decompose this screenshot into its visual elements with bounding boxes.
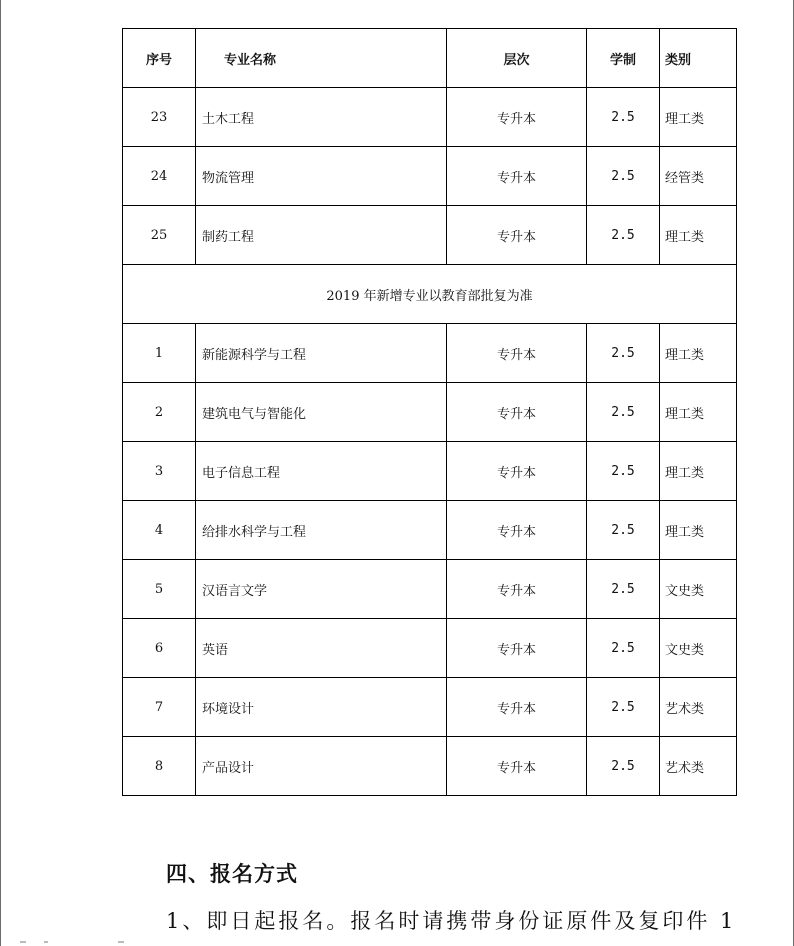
header-no: 序号 bbox=[123, 29, 196, 88]
cell-name: 制药工程 bbox=[196, 206, 447, 265]
cell-no: 3 bbox=[123, 442, 196, 501]
cell-category: 理工类 bbox=[660, 442, 737, 501]
page-left-border bbox=[0, 0, 1, 946]
section-heading: 四、报名方式 bbox=[166, 862, 298, 886]
cell-name: 电子信息工程 bbox=[196, 442, 447, 501]
cell-level: 专升本 bbox=[447, 442, 587, 501]
cell-level: 专升本 bbox=[447, 619, 587, 678]
cell-level: 专升本 bbox=[447, 737, 587, 796]
header-category: 类别 bbox=[660, 29, 737, 88]
table-row bbox=[123, 147, 737, 206]
header-name: 专业名称 bbox=[196, 29, 447, 88]
cell-category: 文史类 bbox=[660, 619, 737, 678]
cell-category: 理工类 bbox=[660, 383, 737, 442]
cell-category: 文史类 bbox=[660, 560, 737, 619]
cell-no: 4 bbox=[123, 501, 196, 560]
header-level: 层次 bbox=[447, 29, 587, 88]
table-row bbox=[123, 383, 737, 442]
cell-level: 专升本 bbox=[447, 147, 587, 206]
table-row bbox=[123, 206, 737, 265]
cell-no: 23 bbox=[123, 88, 196, 147]
table-row bbox=[123, 88, 737, 147]
cell-years: 2.5 bbox=[587, 501, 660, 560]
cell-category: 理工类 bbox=[660, 324, 737, 383]
cell-no: 1 bbox=[123, 324, 196, 383]
table-row bbox=[123, 678, 737, 737]
cell-level: 专升本 bbox=[447, 206, 587, 265]
cell-level: 专升本 bbox=[447, 501, 587, 560]
cell-years: 2.5 bbox=[587, 206, 660, 265]
cell-name: 新能源科学与工程 bbox=[196, 324, 447, 383]
new-majors-note: 2019 年新增专业以教育部批复为准 bbox=[123, 265, 737, 324]
cell-years: 2.5 bbox=[587, 737, 660, 796]
cell-level: 专升本 bbox=[447, 383, 587, 442]
table-row bbox=[123, 501, 737, 560]
cell-years: 2.5 bbox=[587, 619, 660, 678]
cell-category: 经管类 bbox=[660, 147, 737, 206]
cell-category: 理工类 bbox=[660, 501, 737, 560]
cell-no: 6 bbox=[123, 619, 196, 678]
cell-no: 5 bbox=[123, 560, 196, 619]
cell-years: 2.5 bbox=[587, 88, 660, 147]
header-years: 学制 bbox=[587, 29, 660, 88]
cell-years: 2.5 bbox=[587, 147, 660, 206]
cell-name: 物流管理 bbox=[196, 147, 447, 206]
cell-name: 汉语言文学 bbox=[196, 560, 447, 619]
cell-name: 给排水科学与工程 bbox=[196, 501, 447, 560]
cell-category: 理工类 bbox=[660, 206, 737, 265]
cell-no: 2 bbox=[123, 383, 196, 442]
table-row bbox=[123, 560, 737, 619]
cell-level: 专升本 bbox=[447, 678, 587, 737]
cell-name: 土木工程 bbox=[196, 88, 447, 147]
cell-category: 理工类 bbox=[660, 88, 737, 147]
table-header-row bbox=[123, 29, 737, 88]
cell-level: 专升本 bbox=[447, 88, 587, 147]
cell-name: 环境设计 bbox=[196, 678, 447, 737]
cell-years: 2.5 bbox=[587, 383, 660, 442]
cell-level: 专升本 bbox=[447, 560, 587, 619]
cell-no: 24 bbox=[123, 147, 196, 206]
cell-years: 2.5 bbox=[587, 678, 660, 737]
majors-table bbox=[122, 28, 737, 796]
cell-name: 英语 bbox=[196, 619, 447, 678]
cell-years: 2.5 bbox=[587, 324, 660, 383]
cell-category: 艺术类 bbox=[660, 737, 737, 796]
cell-name: 建筑电气与智能化 bbox=[196, 383, 447, 442]
cell-no: 7 bbox=[123, 678, 196, 737]
cell-no: 8 bbox=[123, 737, 196, 796]
table-row bbox=[123, 442, 737, 501]
cell-no: 25 bbox=[123, 206, 196, 265]
cell-years: 2.5 bbox=[587, 442, 660, 501]
cell-years: 2.5 bbox=[587, 560, 660, 619]
table-row bbox=[123, 324, 737, 383]
table-row bbox=[123, 619, 737, 678]
cell-name: 产品设计 bbox=[196, 737, 447, 796]
table-row bbox=[123, 737, 737, 796]
cell-category: 艺术类 bbox=[660, 678, 737, 737]
section-body-line: 1、即日起报名。报名时请携带身份证原件及复印件 1 bbox=[166, 909, 737, 933]
table-note-row bbox=[123, 265, 737, 324]
cell-level: 专升本 bbox=[447, 324, 587, 383]
bottom-edge-marks bbox=[0, 936, 794, 946]
